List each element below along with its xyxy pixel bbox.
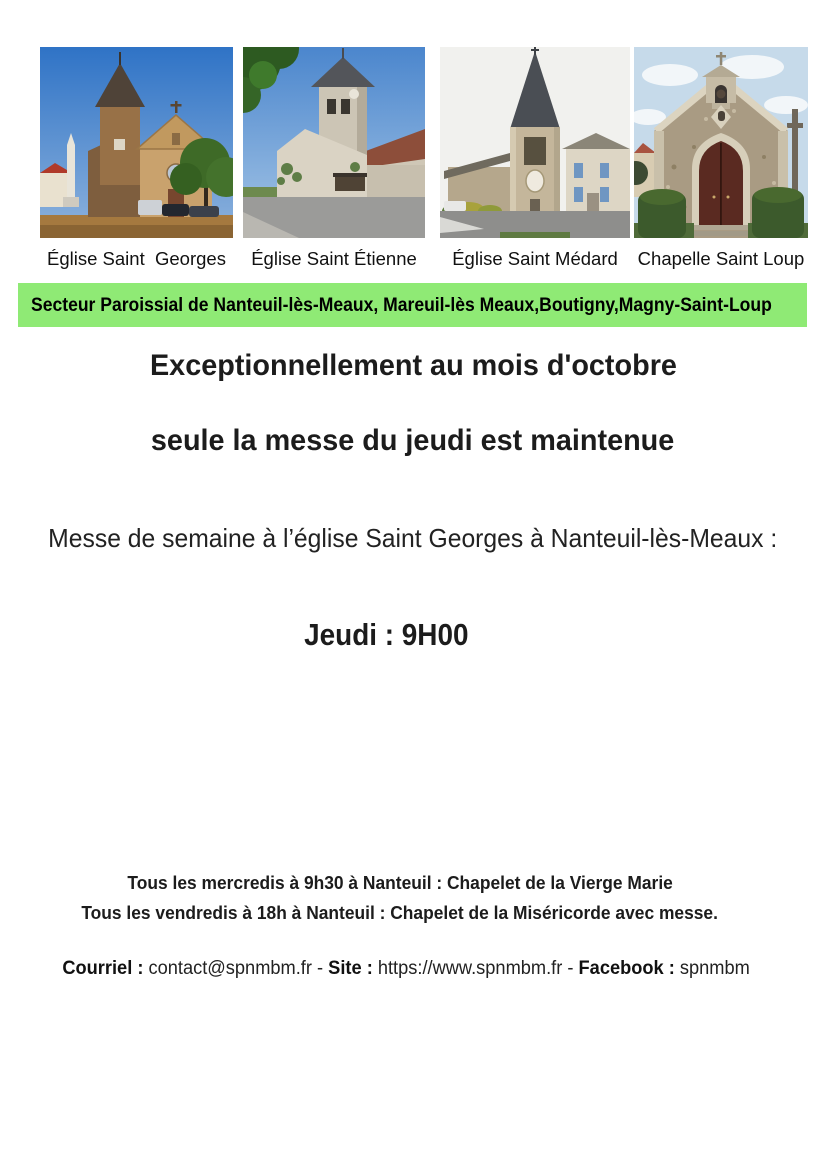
- sector-banner: [18, 283, 807, 327]
- site-label: Site :: [328, 958, 373, 979]
- separator: -: [316, 958, 324, 979]
- contact-line: [0, 958, 812, 980]
- step: [694, 225, 748, 230]
- porch-roof: [333, 173, 367, 177]
- church-photos-row: [40, 47, 808, 238]
- house-door: [587, 193, 599, 211]
- low-wall: [367, 165, 425, 199]
- photo-eglise-saint-medard: [440, 47, 630, 238]
- photo-eglise-saint-georges: [40, 47, 233, 238]
- caption-eglise-saint-georges: Église Saint Georges: [47, 248, 226, 269]
- email-value: contact@spnmbm.fr: [148, 958, 312, 979]
- facebook-label: Facebook :: [578, 958, 675, 979]
- step: [691, 231, 751, 236]
- bell: [717, 90, 726, 99]
- email-label: Courriel :: [62, 958, 144, 979]
- facebook-value: spnmbm: [679, 958, 750, 979]
- porch: [335, 177, 365, 191]
- niche: [172, 133, 180, 145]
- grass-strip: [500, 232, 570, 238]
- window: [530, 199, 540, 212]
- finial: [342, 48, 344, 59]
- photo-chapelle-saint-loup: [634, 47, 808, 238]
- caption-chapelle-saint-loup: Chapelle Saint Loup: [637, 248, 805, 269]
- contact-line-inner: [62, 958, 750, 980]
- announcement-line-2: seule la messe du jeudi est maintenue: [151, 424, 675, 457]
- photo-captions-row: [40, 248, 808, 270]
- louver: [524, 137, 546, 165]
- finial: [119, 52, 121, 65]
- white-car: [444, 201, 466, 211]
- clock: [349, 89, 359, 99]
- separator: -: [567, 958, 574, 979]
- wednesday-devotion: Tous les mercredis à 9h30 à Nanteuil : Chapelet de la Vierge Marie: [127, 872, 673, 893]
- caption-eglise-saint-medard: Église Saint Médard: [452, 248, 618, 269]
- bell-opening: [327, 99, 336, 114]
- weekday-mass-intro: Messe de semaine à l’église Saint Georges à Nanteuil-lès-Meaux :: [48, 523, 778, 553]
- clock: [526, 170, 544, 192]
- caption-eglise-saint-etienne: Église Saint Étienne: [251, 248, 417, 269]
- site-value: https://www.spnmbm.fr: [377, 958, 563, 979]
- friday-devotion: Tous les vendredis à 18h à Nanteuil : Chapelet de la Miséricorde avec messe.: [81, 902, 719, 923]
- bell-tower: [510, 127, 560, 215]
- house-with-blue-shutters: [562, 133, 630, 211]
- ground-shadow: [40, 225, 233, 238]
- mass-time: Jeudi : 9H00: [303, 617, 469, 652]
- sector-banner-text: Secteur Paroissial de Nanteuil-lès-Meaux, Mareuil-lès Meaux,Boutigny,Magny-Saint-Loup: [31, 293, 772, 316]
- door-handle: [713, 196, 716, 199]
- photo-eglise-saint-etienne: [243, 47, 425, 238]
- village-houses: [634, 143, 656, 197]
- announcement-line-1: Exceptionnellement au mois d'octobre: [149, 349, 677, 382]
- clock: [114, 139, 125, 150]
- door-handle: [727, 196, 730, 199]
- bell-opening: [341, 99, 350, 114]
